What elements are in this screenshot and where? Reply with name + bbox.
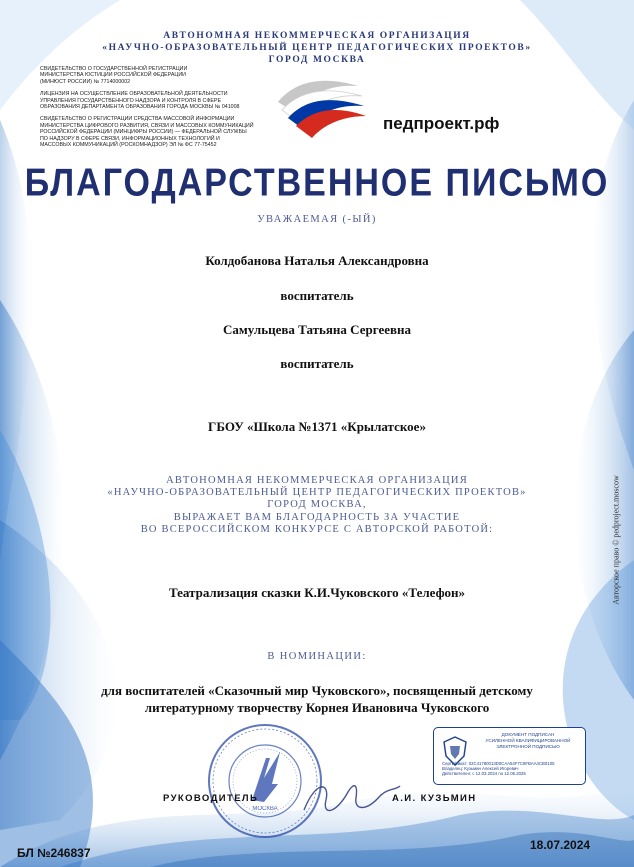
e-signature-header-line: УСИЛЕННОЙ КВАЛИФИЦИРОВАННОЙ	[485, 738, 571, 743]
recipient-name-2: Самульцева Татьяна Сергеевна	[223, 322, 411, 337]
signature-left-label: РУКОВОДИТЕЛЬ	[163, 793, 259, 804]
nomination-text	[0, 682, 634, 716]
nomination-label: В НОМИНАЦИИ:	[267, 651, 367, 662]
nomination-line: литературному творчеству Корнея Ивановича Чуковского	[144, 700, 490, 715]
recipient-position-2: воспитатель	[280, 356, 354, 371]
document-date: 18.07.2024	[530, 838, 591, 852]
nomination-line: для воспитателей «Сказочный мир Чуковского», посвященный детскому	[101, 683, 533, 698]
document-number: БЛ №246837	[17, 846, 91, 860]
flag-logo-icon	[272, 72, 368, 142]
seal-city-text: МОСКВА	[252, 806, 278, 812]
website-label: педпроект.рф	[383, 114, 500, 133]
e-signature-header-line: ДОКУМЕНТ ПОДПИСАН	[501, 732, 555, 737]
registration-line: СВИДЕТЕЛЬСТВО О РЕГИСТРАЦИИ СРЕДСТВА МАССОВОЙ ИНФОРМАЦИИ	[40, 116, 235, 123]
registration-line: ЛИЦЕНЗИЯ НА ОСУЩЕСТВЛЕНИЕ ОБРАЗОВАТЕЛЬНОЙ ДЕЯТЕЛЬНОСТИ	[40, 91, 228, 98]
statement-line: «НАУЧНО-ОБРАЗОВАТЕЛЬНЫЙ ЦЕНТР ПЕДАГОГИЧЕСКИХ ПРОЕКТОВ»	[107, 487, 527, 499]
registration-line: СВИДЕТЕЛЬСТВО О ГОСУДАРСТВЕННОЙ РЕГИСТРАЦИИ	[40, 66, 188, 72]
registration-line: ПО НАДЗОРУ В СФЕРЕ СВЯЗИ, ИНФОРМАЦИОННЫХ ТЕХНОЛОГИЙ И	[40, 135, 220, 142]
statement-block	[0, 475, 634, 536]
registration-line: МАССОВЫХ КОММУНИКАЦИЙ (РОСКОМНАДЗОР) ЭЛ № ФС 77-75452	[40, 142, 217, 149]
org-name-line-2: «НАУЧНО-ОБРАЗОВАТЕЛЬНЫЙ ЦЕНТР ПЕДАГОГИЧЕСКИХ ПРОЕКТОВ»	[102, 43, 532, 53]
institution: ГБОУ «Школа №1371 «Крылатское»	[208, 419, 426, 434]
e-signature-valid: Действителен: с 12.03.2024 по 12.06.2025	[442, 771, 526, 777]
statement-line: ВЫРАЖАЕТ ВАМ БЛАГОДАРНОСТЬ ЗА УЧАСТИЕ	[173, 511, 461, 523]
handwritten-signature	[296, 770, 406, 830]
work-title: Театрализация сказки К.И.Чуковского «Телефон»	[168, 585, 466, 600]
statement-line: АВТОНОМНАЯ НЕКОММЕРЧЕСКАЯ ОРГАНИЗАЦИЯ	[166, 475, 468, 486]
salutation: УВАЖАЕМАЯ (-ЫЙ)	[257, 214, 377, 225]
registration-info	[40, 66, 275, 148]
statement-line: ГОРОД МОСКВА,	[267, 499, 367, 511]
registration-line: УПРАВЛЕНИЯ ГОСУДАРСТВЕННОГО НАДЗОРА И КОНТРОЛЯ В СФЕРЕ	[40, 97, 221, 104]
e-signature-owner: Владелец: Кузьмин Алексей Игоревич	[442, 766, 519, 772]
copyright-side-text: Авторское право © pedproject.moscow	[611, 475, 621, 605]
document-title: БЛАГОДАРСТВЕННОЕ ПИСЬМО	[24, 161, 610, 205]
org-name-line-3: ГОРОД МОСКВА	[268, 55, 366, 65]
e-signature-box	[433, 727, 586, 785]
org-name-line-1: АВТОНОМНАЯ НЕКОММЕРЧЕСКАЯ ОРГАНИЗАЦИЯ	[163, 31, 471, 41]
e-signature-certificate: Сертификат: 02C41780013D0CAA54F7C8FBAA4CB0105	[442, 761, 555, 766]
recipient-position-1: воспитатель	[280, 288, 354, 303]
registration-line: РОССИЙСКОЙ ФЕДЕРАЦИИ (МИНЦИФРЫ РОССИИ) — ФЕДЕРАЛЬНОЙ СЛУЖБЫ	[40, 129, 247, 136]
registration-line: ОБРАЗОВАНИЯ ДЕПАРТАМЕНТА ОБРАЗОВАНИЯ ГОРОДА МОСКВЫ № 041008	[40, 104, 240, 111]
statement-line: ВО ВСЕРОССИЙСКОМ КОНКУРСЕ С АВТОРСКОЙ РАБОТОЙ:	[140, 523, 494, 535]
signature-right-label: А.И. КУЗЬМИН	[392, 793, 477, 804]
registration-line: МИНИСТЕРСТВА ЦИФРОВОГО РАЗВИТИЯ, СВЯЗИ И МАССОВЫХ КОММУНИКАЦИЙ	[40, 122, 254, 129]
registration-line: МИНИСТЕРСТВА ЮСТИЦИИ РОССИЙСКОЙ ФЕДЕРАЦИИ	[40, 72, 186, 79]
recipient-name-1: Колдобанова Наталья Александровна	[205, 253, 429, 268]
e-signature-header-line: ЭЛЕКТРОННОЙ ПОДПИСЬЮ	[496, 744, 560, 749]
registration-line: (МИНЮСТ РОССИИ) № 7714000002	[40, 78, 131, 85]
